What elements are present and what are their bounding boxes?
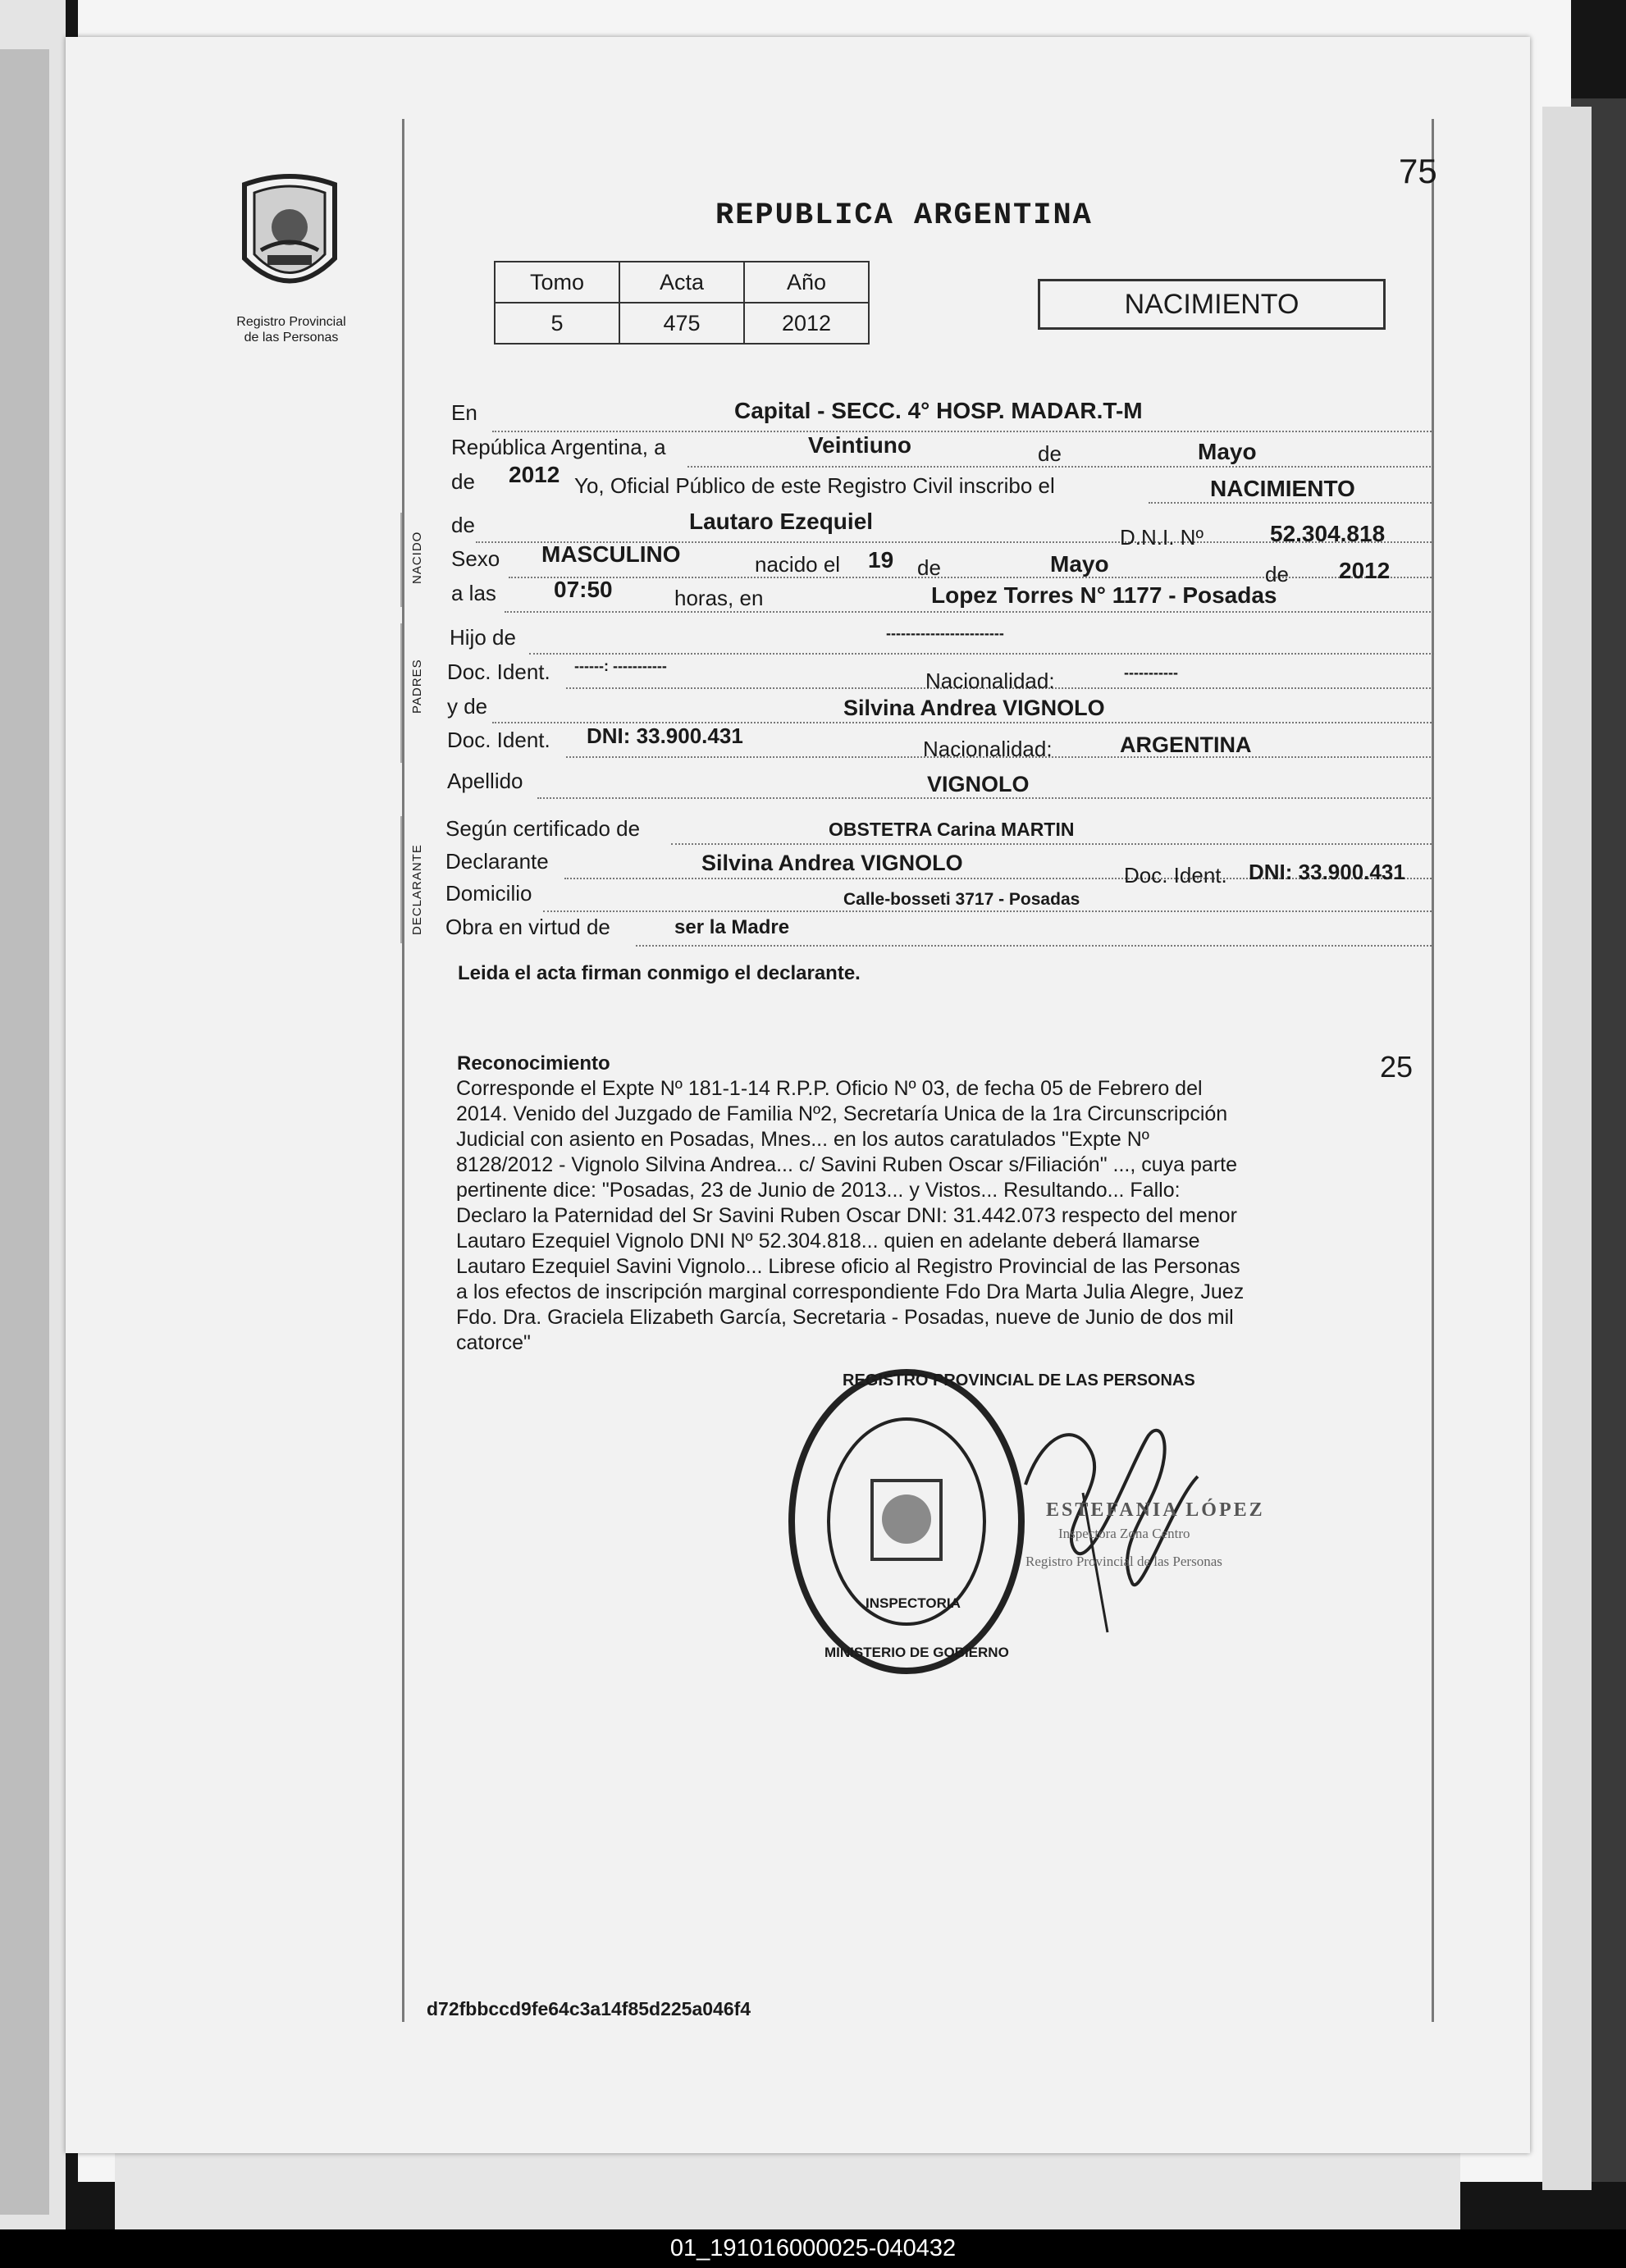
reconocimiento-line: 8128/2012 - Vignolo Silvina Andrea... c/ Savini Ruben Oscar s/Filiación" ..., cuya parte [456, 1153, 1237, 1176]
value-apellido: VIGNOLO [927, 772, 1030, 796]
register-header-row [495, 262, 869, 303]
value-nac-mes: Mayo [1050, 551, 1109, 577]
section-divider [400, 513, 402, 607]
register-table [494, 261, 870, 345]
document-hash: d72fbbccd9fe64c3a14f85d225a046f4 [427, 1998, 751, 2019]
record-type-box: NACIMIENTO [1038, 279, 1386, 330]
background-strip [0, 49, 49, 2215]
section-divider [400, 816, 402, 943]
value-lugar: Capital - SECC. 4° HOSP. MADAR.T-M [734, 398, 1143, 423]
register-value-anio: 2012 [744, 303, 869, 344]
value-certificado: OBSTETRA Carina MARTIN [829, 819, 1075, 840]
label-hijo-de: Hijo de [450, 625, 516, 650]
misiones-emblem-icon [228, 168, 351, 308]
value-madre: Silvina Andrea VIGNOLO [843, 696, 1105, 720]
signature-org: Registro Provincial de las Personas [1025, 1554, 1222, 1569]
page-number: 75 [1399, 152, 1437, 190]
reconocimiento-line: Declaro la Paternidad del Sr Savini Ruben Oscar DNI: 31.442.073 respecto del menor [456, 1204, 1237, 1227]
value-nac-anio: 2012 [1339, 558, 1391, 583]
sheet-bottom-edge [115, 2153, 1460, 2235]
reconocimiento-number: 25 [1380, 1050, 1414, 1084]
label-nacionalidad-1: Nacionalidad: [925, 669, 1055, 693]
side-label-declarante: DECLARANTE [410, 844, 424, 935]
label-oficial: Yo, Oficial Público de este Registro Civil inscribo el [574, 473, 1055, 498]
label-dni: D.N.I. Nº [1120, 525, 1204, 550]
province-logo [228, 168, 351, 308]
reconocimiento-line: a los efectos de inscripción marginal correspondiente Fdo Dra Marta Julia Alegre, Juez [456, 1280, 1245, 1303]
register-header-acta: Acta [619, 262, 744, 303]
reconocimiento-line: 2014. Venido del Juzgado de Familia Nº2, Secretaría Unica de la 1ra Circunscripción [456, 1102, 1228, 1125]
label-nacido-el: nacido el [755, 552, 841, 577]
label-doc-ident-3: Doc. Ident. [1124, 863, 1227, 888]
dotted-line [1149, 502, 1434, 504]
value-doc-3: DNI: 33.900.431 [1249, 860, 1405, 884]
reconocimiento-line: Judicial con asiento en Posadas, Mnes... en los autos caratulados "Expte Nº [456, 1128, 1149, 1151]
value-declarante: Silvina Andrea VIGNOLO [701, 851, 963, 875]
value-hora: 07:50 [554, 577, 613, 602]
section-divider [400, 623, 402, 763]
value-sexo: MASCULINO [541, 541, 681, 567]
value-doc-2: DNI: 33.900.431 [587, 723, 743, 748]
reconocimiento-line: Lautaro Ezequiel Savini Vignolo... Librese oficio al Registro Provincial de las Personas [456, 1255, 1240, 1278]
value-nac-dia: 19 [868, 547, 894, 573]
document-heading: REPUBLICA ARGENTINA [715, 199, 1093, 233]
label-a-las: a las [451, 581, 496, 605]
logo-caption-line2: de las Personas [244, 331, 339, 345]
reconocimiento-title: Reconocimiento [457, 1052, 610, 1075]
reconocimiento-text [456, 1076, 1244, 1356]
label-de-anio: de [451, 469, 475, 494]
label-domicilio: Domicilio [445, 881, 532, 906]
seal-outer-text: REGISTRO PROVINCIAL DE LAS PERSONAS [843, 1371, 1195, 1390]
leida-statement: Leida el acta firman conmigo el declarante. [458, 962, 861, 984]
seal-inner-text: INSPECTORIA [866, 1595, 961, 1611]
value-nac-1: ----------- [1124, 664, 1178, 681]
value-dni: 52.304.818 [1270, 521, 1386, 546]
dotted-line [537, 797, 1434, 799]
register-value-acta: 475 [619, 303, 744, 344]
register-header-anio: Año [744, 262, 869, 303]
value-mes: Mayo [1198, 439, 1257, 464]
reconocimiento-line: Fdo. Dra. Graciela Elizabeth García, Secretaria - Posadas, nueve de Junio de dos mil [456, 1306, 1234, 1329]
value-domicilio: Calle-bosseti 3717 - Posadas [843, 890, 1080, 909]
value-tipo: NACIMIENTO [1210, 476, 1355, 501]
dotted-line [509, 577, 1434, 578]
seal-bottom-text: MINISTERIO DE GOBIERNO [824, 1645, 1009, 1660]
logo-caption [217, 314, 365, 345]
value-lugar-nac: Lopez Torres N° 1177 - Posadas [931, 582, 1277, 608]
register-header-tomo: Tomo [495, 262, 619, 303]
signature-name: ESTEFANIA LÓPEZ [1046, 1499, 1265, 1521]
value-nac-2: ARGENTINA [1120, 732, 1252, 757]
dotted-line [636, 945, 1432, 947]
side-label-nacido: NACIDO [410, 531, 424, 584]
right-margin-line [1432, 119, 1434, 2022]
dotted-line [505, 611, 1434, 613]
back-sheet-edge [1542, 107, 1592, 2190]
label-sexo: Sexo [451, 546, 500, 571]
dotted-line [492, 431, 1434, 432]
value-doc-1: ------: ----------- [574, 658, 667, 674]
label-de-nac-mes: de [917, 555, 941, 580]
label-doc-ident-2: Doc. Ident. [447, 728, 550, 752]
label-de-mes: de [1038, 441, 1062, 466]
label-apellido: Apellido [447, 769, 523, 793]
label-doc-ident-1: Doc. Ident. [447, 659, 550, 684]
left-margin-line [402, 119, 404, 2022]
value-dia: Veintiuno [808, 432, 911, 458]
signature-title: Inspectora Zona Centro [1058, 1526, 1190, 1541]
label-republica: República Argentina, a [451, 435, 666, 459]
register-value-row [495, 303, 869, 344]
value-hijo-de: ------------------------ [886, 625, 1004, 641]
label-obra: Obra en virtud de [445, 915, 610, 939]
label-en: En [451, 400, 477, 425]
dotted-line [529, 653, 1434, 655]
side-label-padres: PADRES [410, 659, 424, 714]
logo-caption-line1: Registro Provincial [236, 315, 346, 329]
register-value-tomo: 5 [495, 303, 619, 344]
label-nacionalidad-2: Nacionalidad: [923, 737, 1053, 761]
dotted-line [671, 843, 1432, 845]
reconocimiento-line: catorce" [456, 1331, 531, 1354]
reconocimiento-line: pertinente dice: "Posadas, 23 de Junio de 2013... y Vistos... Resultando... Fallo: [456, 1179, 1181, 1202]
file-caption: 01_191016000025-040432 [0, 2229, 1626, 2268]
dotted-line [543, 910, 1432, 912]
label-declarante: Declarante [445, 849, 549, 874]
value-nombre: Lautaro Ezequiel [689, 509, 874, 534]
value-anio: 2012 [509, 462, 560, 487]
label-de-nac-anio: de [1265, 562, 1289, 586]
value-obra: ser la Madre [674, 916, 790, 938]
reconocimiento-line: Corresponde el Expte Nº 181-1-14 R.P.P. Oficio Nº 03, de fecha 05 de Febrero del [456, 1077, 1203, 1100]
label-segun: Según certificado de [445, 816, 641, 841]
label-y-de: y de [447, 694, 488, 719]
label-horas-en: horas, en [674, 586, 764, 610]
label-nacido-de: de [451, 513, 475, 537]
reconocimiento-line: Lautaro Ezequiel Vignolo DNI Nº 52.304.818... quien en adelante deberá llamarse [456, 1230, 1200, 1253]
